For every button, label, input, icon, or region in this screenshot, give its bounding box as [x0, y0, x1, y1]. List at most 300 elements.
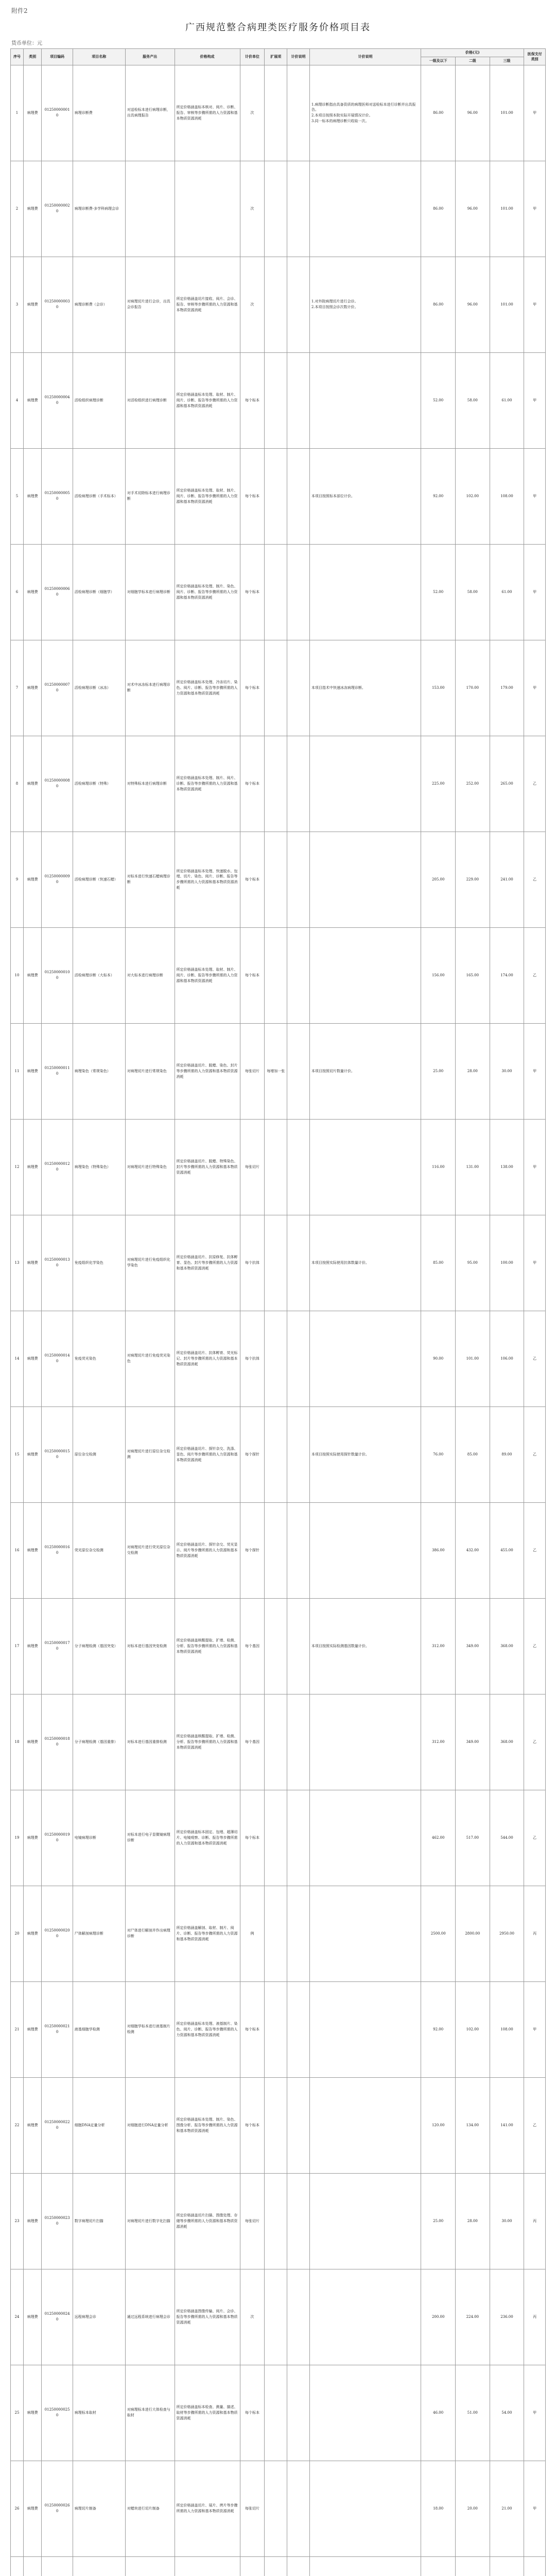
cell-content: 所定价格涵盖切片接收、阅片、会诊、报告、审核等步骤所需的人力资源和基本物质资源消耗: [175, 257, 240, 352]
cell-price-level3: 30.00: [490, 1023, 524, 1119]
cell-category: 病理费: [23, 448, 41, 544]
cell-unit: 每个标本: [240, 448, 265, 544]
cell-extension: [265, 2173, 287, 2269]
cell-billing: [287, 736, 310, 832]
cell-billing: [287, 2365, 310, 2461]
table-row: [11, 352, 546, 448]
cell-name: 病理切片制备: [73, 2461, 125, 2556]
cell-medical: 甲: [524, 640, 546, 736]
cell-name: 免疫组织化学染色: [73, 1215, 125, 1311]
cell-name: 病理诊断费: [73, 65, 125, 161]
cell-price-level2: 96.00: [456, 257, 490, 352]
cell-unit: 例: [240, 1886, 265, 1981]
cell-output: 通过远程系统进行病理会诊: [125, 2269, 175, 2365]
cell-explanation: [309, 832, 421, 927]
cell-medical: 甲: [524, 352, 546, 448]
cell-billing: [287, 2077, 310, 2173]
cell-billing: [287, 1502, 310, 1598]
cell-medical: 甲: [524, 2461, 546, 2556]
cell-name: 病理染色（特殊染色）: [73, 1119, 125, 1215]
table-row: [11, 448, 546, 544]
cell-billing: [287, 832, 310, 927]
cell-content: 所定价格涵盖标本处理、冷冻切片、染色、阅片、诊断、报告等步骤所需的人力资源和基本物质资源消耗: [175, 640, 240, 736]
cell-price-level2: 102.00: [456, 448, 490, 544]
cell-price-level1: 25.00: [421, 1023, 456, 1119]
cell-billing: [287, 161, 310, 257]
cell-medical: 乙: [524, 1502, 546, 1598]
table-row: [11, 832, 546, 927]
cell-explanation: 本项目按照实际检测基因数量计价。: [309, 1598, 421, 1694]
cell-content: 所定价格涵盖标本检查、测量、描述、取材等步骤所需的人力资源和基本物质资源消耗: [175, 2365, 240, 2461]
cell-output: 对术中冰冻标本进行病理诊断: [125, 640, 175, 736]
cell-price-level3: 61.00: [490, 544, 524, 640]
cell-code: 012500000030: [42, 257, 73, 352]
cell-code: 012500000050: [42, 448, 73, 544]
cell-price-level2: 28.00: [456, 2173, 490, 2269]
cell-price-level3: 455.00: [490, 1502, 524, 1598]
cell-extension: [265, 2077, 287, 2173]
cell-price-level2: 229.00: [456, 832, 490, 927]
cell-category: 病理费: [23, 2173, 41, 2269]
cell-billing: [287, 1598, 310, 1694]
cell-price-level1: 85.00: [421, 1215, 456, 1311]
cell-category: 病理费: [23, 1311, 41, 1406]
cell-category: 病理费: [23, 2077, 41, 2173]
cell-extension: [265, 832, 287, 927]
cell-name: 活检病理诊断（手术标本）: [73, 448, 125, 544]
cell-price-level3: 89.00: [490, 1406, 524, 1502]
cell-name: 病理诊断费-多学科病理会诊: [73, 161, 125, 257]
cell-explanation: [309, 1311, 421, 1406]
cell-price-level1: 312.00: [421, 1598, 456, 1694]
cell-extension: [265, 1694, 287, 1790]
cell-name: 原位杂交检测: [73, 1406, 125, 1502]
cell-seq: 20: [11, 1886, 24, 1981]
cell-explanation: [309, 544, 421, 640]
cell-price-level1: 312.00: [421, 1694, 456, 1790]
cell-seq: 24: [11, 2269, 24, 2365]
cell-explanation: 本项目按照切片数量计价。: [309, 1023, 421, 1119]
cell-price-level1: 46.00: [421, 2365, 456, 2461]
cell-explanation: [309, 2556, 421, 2576]
cell-name: 病理标本取材: [73, 2365, 125, 2461]
cell-content: 所定价格涵盖标本处理、取材、制片、阅片、诊断、报告等步骤所需的人力资源和基本物质资源消耗: [175, 448, 240, 544]
cell-output: 对细胞学标本进行液基制片检测: [125, 1981, 175, 2077]
cell-price-level3: 141.00: [490, 2077, 524, 2173]
table-row: [11, 1981, 546, 2077]
cell-name: 荧光原位杂交检测: [73, 1502, 125, 1598]
cell-extension: [265, 736, 287, 832]
cell-name: 病理诊断费（会诊）: [73, 257, 125, 352]
cell-unit: 每个标本: [240, 352, 265, 448]
cell-medical: 甲: [524, 1023, 546, 1119]
cell-explanation: 1.病理诊断指由具备资质的病理医师对送检标本进行诊断并出具报告。 2.本项目按照本院实际开展情况计价。 3.同一标本的病理诊断只收取一次。: [309, 65, 421, 161]
cell-explanation: [309, 1119, 421, 1215]
cell-category: 病理费: [23, 1023, 41, 1119]
cell-content: 所定价格涵盖切片、脱蜡、特殊染色、封片等步骤所需的人力资源和基本物质资源消耗: [175, 1119, 240, 1215]
cell-price-level1: 200.00: [421, 2269, 456, 2365]
cell-name: 电镜病理诊断: [73, 1790, 125, 1886]
cell-content: 所定价格涵盖核酸提取、扩增、检测、分析、报告等步骤所需的人力资源和基本物质资源消耗: [175, 1694, 240, 1790]
cell-unit: 次: [240, 257, 265, 352]
cell-unit: 每个标本: [240, 927, 265, 1023]
table-row: [11, 65, 546, 161]
cell-price-level3: 544.00: [490, 1790, 524, 1886]
cell-billing: [287, 1023, 310, 1119]
cell-category: 病理费: [23, 1406, 41, 1502]
cell-extension: [265, 2269, 287, 2365]
cell-price-level2: 58.00: [456, 352, 490, 448]
cell-explanation: [309, 1790, 421, 1886]
cell-seq: 9: [11, 832, 24, 927]
cell-price-level1: 225.00: [421, 736, 456, 832]
cell-code: 012500000210: [42, 1981, 73, 2077]
cell-price-level2: 58.00: [456, 544, 490, 640]
cell-price-level1: 76.00: [421, 1406, 456, 1502]
cell-content: 所定价格涵盖解剖、取材、制片、阅片、诊断、报告等步骤所需的人力资源和基本物质资源消耗: [175, 1886, 240, 1981]
cell-name: 活检病理诊断（大标本）: [73, 927, 125, 1023]
cell-seq: 4: [11, 352, 24, 448]
cell-seq: 16: [11, 1502, 24, 1598]
cell-code: 012500000230: [42, 2173, 73, 2269]
cell-output: 对标本进行基因突变检测: [125, 1598, 175, 1694]
cell-content: 所定价格涵盖标本固定、包埋、超薄切片、电镜观察、诊断、报告等步骤所需的人力资源和基本物质资源消耗: [175, 1790, 240, 1886]
cell-billing: [287, 640, 310, 736]
cell-seq: 1: [11, 65, 24, 161]
cell-price-level1: 116.00: [421, 1119, 456, 1215]
cell-seq: 18: [11, 1694, 24, 1790]
cell-content: 所定价格涵盖标本处理、制片、染色、图像分析、报告等步骤所需的人力资源和基本物质资源消耗: [175, 2077, 240, 2173]
cell-price-level3: 101.00: [490, 161, 524, 257]
cell-name: 细胞DNA定量分析: [73, 2077, 125, 2173]
cell-code: 012500000040: [42, 352, 73, 448]
cell-price-level1: 86.00: [421, 257, 456, 352]
header-output: 服务产出: [125, 49, 175, 65]
cell-category: 病理费: [23, 1502, 41, 1598]
cell-category: 病理费: [23, 2269, 41, 2365]
table-row: [11, 2365, 546, 2461]
cell-billing: [287, 1119, 310, 1215]
cell-output: 对病理切片进行常规染色: [125, 1023, 175, 1119]
table-row: [11, 2173, 546, 2269]
cell-price-level3: [490, 2556, 524, 2576]
table-row: [11, 1406, 546, 1502]
unit-note: 货币单位：元: [11, 41, 42, 46]
cell-medical: 甲: [524, 65, 546, 161]
cell-price-level1: 92.00: [421, 448, 456, 544]
cell-category: 病理费: [23, 640, 41, 736]
cell-category: 病理费: [23, 736, 41, 832]
document-title: 广西规范整合病理类医疗服务价格项目表: [185, 22, 371, 33]
cell-category: 病理费: [23, 544, 41, 640]
cell-price-level3: 368.00: [490, 1598, 524, 1694]
header-level3: 三级: [490, 57, 524, 65]
cell-category: 病理费: [23, 2461, 41, 2556]
cell-medical: 乙: [524, 1694, 546, 1790]
cell-price-level2: 101.00: [456, 1311, 490, 1406]
header-billing: 计价说明: [287, 49, 310, 65]
cell-category: 病理费: [23, 1790, 41, 1886]
cell-medical: 甲: [524, 1119, 546, 1215]
cell-medical: 甲: [524, 161, 546, 257]
cell-unit: 每张切片: [240, 1119, 265, 1215]
cell-output: 对标本进行快速石蜡病理诊断: [125, 832, 175, 927]
cell-output: 对特殊标本进行病理诊断: [125, 736, 175, 832]
cell-category: 病理费: [23, 927, 41, 1023]
cell-medical: 乙: [524, 1406, 546, 1502]
cell-seq: 8: [11, 736, 24, 832]
cell-unit: 每张切片: [240, 1023, 265, 1119]
cell-unit: 每个标本: [240, 640, 265, 736]
cell-explanation: [309, 161, 421, 257]
cell-seq: 17: [11, 1598, 24, 1694]
cell-category: 病理费: [23, 257, 41, 352]
cell-code: 012500000070: [42, 640, 73, 736]
cell-medical: 乙: [524, 736, 546, 832]
cell-explanation: [309, 1981, 421, 2077]
cell-seq: 25: [11, 2365, 24, 2461]
cell-billing: [287, 352, 310, 448]
cell-output: 对大标本进行病理诊断: [125, 927, 175, 1023]
cell-explanation: 本项目按照实际使用抗体数量计价。: [309, 1215, 421, 1311]
cell-output: 对病理切片进行免疫荧光染色: [125, 1311, 175, 1406]
cell-seq: 14: [11, 1311, 24, 1406]
cell-content: 所定价格涵盖核酸提取、扩增、检测、分析、报告等步骤所需的人力资源和基本物质资源消耗: [175, 1598, 240, 1694]
cell-price-level1: 156.00: [421, 927, 456, 1023]
cell-code: 012500000240: [42, 2269, 73, 2365]
cell-output: 对病理切片进行荧光原位杂交检测: [125, 1502, 175, 1598]
table-row: [11, 1790, 546, 1886]
cell-price-level2: 131.00: [456, 1119, 490, 1215]
cell-medical: 乙: [524, 832, 546, 927]
cell-name: 分子病理检测（基因重排）: [73, 1694, 125, 1790]
table-row: [11, 1502, 546, 1598]
cell-output: 对病理标本进行大体检查与取材: [125, 2365, 175, 2461]
cell-medical: 乙: [524, 1311, 546, 1406]
cell-code: 012500000120: [42, 1119, 73, 1215]
cell-price-level2: 85.00: [456, 1406, 490, 1502]
cell-price-level3: 106.00: [490, 1311, 524, 1406]
cell-price-level1: 52.00: [421, 352, 456, 448]
cell-explanation: [309, 736, 421, 832]
table-row: [11, 1215, 546, 1311]
cell-extension: [265, 1502, 287, 1598]
cell-price-level1: 153.00: [421, 640, 456, 736]
cell-content: 所定价格涵盖切片、脱蜡、染色、封片等步骤所需的人力资源和基本物质资源消耗: [175, 1023, 240, 1119]
cell-output: 对送检标本进行病理诊断，出具病理报告: [125, 65, 175, 161]
cell-extension: [265, 640, 287, 736]
header-name: 项目名称: [73, 49, 125, 65]
table-body: [11, 65, 546, 2576]
cell-output: 对细胞学标本进行病理诊断: [125, 544, 175, 640]
cell-billing: [287, 544, 310, 640]
cell-unit: 每个标本: [240, 2077, 265, 2173]
cell-medical: 甲: [524, 544, 546, 640]
cell-price-level3: 138.00: [490, 1119, 524, 1215]
cell-seq: 23: [11, 2173, 24, 2269]
cell-code: 012500000130: [42, 1215, 73, 1311]
cell-unit: 每个探针: [240, 1502, 265, 1598]
cell-price-level1: 86.00: [421, 161, 456, 257]
cell-name: 远程病理会诊: [73, 2269, 125, 2365]
cell-extension: [265, 257, 287, 352]
cell-price-level2: 252.00: [456, 736, 490, 832]
cell-seq: 2: [11, 161, 24, 257]
header-content: 价格构成: [175, 49, 240, 65]
cell-price-level1: 92.00: [421, 1981, 456, 2077]
cell-explanation: 本项目按照实际使用探针数量计价。: [309, 1406, 421, 1502]
cell-content: 所定价格涵盖标本处理、取材、制片、阅片、诊断、报告等步骤所需的人力资源和基本物质资源消耗: [175, 352, 240, 448]
cell-billing: [287, 1311, 310, 1406]
cell-extension: [265, 1119, 287, 1215]
table-row: [11, 544, 546, 640]
cell-content: 所定价格涵盖切片、展片、烤片等步骤所需的人力资源和基本物质资源消耗: [175, 2461, 240, 2556]
cell-output: 对手术切除标本进行病理诊断: [125, 448, 175, 544]
cell-extension: [265, 2461, 287, 2556]
cell-price-level3: 101.00: [490, 257, 524, 352]
cell-price-level2: 349.00: [456, 1598, 490, 1694]
cell-seq: 22: [11, 2077, 24, 2173]
cell-code: 012500000080: [42, 736, 73, 832]
cell-price-level3: 241.00: [490, 832, 524, 927]
cell-code: 012500000010: [42, 65, 73, 161]
cell-name: 免疫荧光染色: [73, 1311, 125, 1406]
cell-code: 012500000140: [42, 1311, 73, 1406]
cell-billing: [287, 448, 310, 544]
cell-code: 012500000170: [42, 1598, 73, 1694]
cell-price-level3: 100.00: [490, 1215, 524, 1311]
cell-price-level3: 236.00: [490, 2269, 524, 2365]
cell-code: 012500000110: [42, 1023, 73, 1119]
cell-price-level2: 165.00: [456, 927, 490, 1023]
header-code: 项目编码: [42, 49, 73, 65]
cell-seq: 6: [11, 544, 24, 640]
cell-explanation: [309, 2365, 421, 2461]
cell-category: 病理费: [23, 1886, 41, 1981]
cell-medical: 丙: [524, 2173, 546, 2269]
cell-medical: 甲: [524, 1215, 546, 1311]
cell-extension: [265, 1215, 287, 1311]
cell-extension: [265, 2556, 287, 2576]
header-level2: 二级: [456, 57, 490, 65]
cell-medical: 甲: [524, 1981, 546, 2077]
cell-code: [42, 2556, 73, 2576]
cell-price-level3: 61.00: [490, 352, 524, 448]
cell-unit: [240, 2556, 265, 2576]
cell-name: 活检病理诊断（冰冻）: [73, 640, 125, 736]
cell-price-level3: 21.00: [490, 2461, 524, 2556]
cell-explanation: [309, 2461, 421, 2556]
cell-price-level2: 517.00: [456, 1790, 490, 1886]
cell-unit: 每个标本: [240, 736, 265, 832]
cell-price-level2: 349.00: [456, 1694, 490, 1790]
table-row: [11, 161, 546, 257]
cell-category: 病理费: [23, 352, 41, 448]
cell-name: 液基细胞学检测: [73, 1981, 125, 2077]
table-row: [11, 1598, 546, 1694]
cell-price-level2: 2800.00: [456, 1886, 490, 1981]
cell-content: 所定价格涵盖切片、探针杂交、洗涤、显色、阅片等步骤所需的人力资源和基本物质资源消耗: [175, 1406, 240, 1502]
cell-billing: [287, 65, 310, 161]
cell-extension: [265, 1981, 287, 2077]
cell-extension: 每增加一张: [265, 1023, 287, 1119]
table-row: [11, 2269, 546, 2365]
cell-billing: [287, 2461, 310, 2556]
cell-unit: 每个基因: [240, 1598, 265, 1694]
table-row: [11, 2077, 546, 2173]
cell-unit: 每张切片: [240, 2461, 265, 2556]
cell-extension: [265, 161, 287, 257]
cell-unit: 每个标本: [240, 832, 265, 927]
table-header: [11, 49, 546, 65]
cell-extension: [265, 352, 287, 448]
cell-billing: [287, 1981, 310, 2077]
cell-code: 012500000100: [42, 927, 73, 1023]
cell-category: 病理费: [23, 2365, 41, 2461]
cell-medical: 乙: [524, 2077, 546, 2173]
cell-price-level3: 368.00: [490, 1694, 524, 1790]
cell-content: [175, 161, 240, 257]
cell-explanation: [309, 1502, 421, 1598]
cell-unit: 次: [240, 65, 265, 161]
cell-price-level2: 96.00: [456, 65, 490, 161]
cell-billing: [287, 1886, 310, 1981]
table-row: [11, 1023, 546, 1119]
cell-medical: 甲: [524, 448, 546, 544]
cell-category: 病理费: [23, 1694, 41, 1790]
cell-price-level1: 86.00: [421, 65, 456, 161]
cell-code: 012500000250: [42, 2365, 73, 2461]
table-row: [11, 736, 546, 832]
cell-price-level2: 432.00: [456, 1502, 490, 1598]
cell-content: 所定价格涵盖标本处理、液基制片、染色、阅片、诊断、报告等步骤所需的人力资源和基本物质资源消耗: [175, 1981, 240, 2077]
cell-price-level1: 205.00: [421, 832, 456, 927]
cell-category: 病理费: [23, 832, 41, 927]
cell-price-level1: 18.00: [421, 2461, 456, 2556]
cell-medical: 丙: [524, 1886, 546, 1981]
cell-extension: [265, 448, 287, 544]
cell-unit: 每个标本: [240, 1981, 265, 2077]
cell-name: 病理染色（常规染色）: [73, 1023, 125, 1119]
cell-explanation: [309, 2077, 421, 2173]
cell-output: 对病理切片进行原位杂交检测: [125, 1406, 175, 1502]
cell-price-level2: 51.00: [456, 2365, 490, 2461]
cell-price-level2: 224.00: [456, 2269, 490, 2365]
cell-extension: [265, 2365, 287, 2461]
cell-category: 病理费: [23, 65, 41, 161]
cell-content: 所定价格涵盖标本核对、阅片、诊断、报告、审核等步骤所需的人力资源和基本物质资源消耗: [175, 65, 240, 161]
cell-name: 尸体解剖病理诊断: [73, 1886, 125, 1981]
cell-seq: 12: [11, 1119, 24, 1215]
cell-seq: 10: [11, 927, 24, 1023]
cell-medical: 甲: [524, 257, 546, 352]
cell-name: 活检病理诊断（快速石蜡）: [73, 832, 125, 927]
cell-price-level1: 90.00: [421, 1311, 456, 1406]
cell-price-level1: 25.00: [421, 2173, 456, 2269]
cell-billing: [287, 927, 310, 1023]
table-row: [11, 2556, 546, 2576]
header-seq: 序号: [11, 49, 24, 65]
cell-price-level1: [421, 2556, 456, 2576]
cell-explanation: [309, 352, 421, 448]
cell-name: 活检病理诊断（细胞学）: [73, 544, 125, 640]
cell-billing: [287, 257, 310, 352]
cell-content: 所定价格涵盖切片、探针杂交、荧光显示、阅片等步骤所需的人力资源和基本物质资源消耗: [175, 1502, 240, 1598]
header-medical: 医保支付类别: [524, 49, 546, 65]
cell-medical: 甲: [524, 2365, 546, 2461]
cell-content: 所定价格涵盖标本处理、制片、阅片、诊断、报告等步骤所需的人力资源和基本物质资源消耗: [175, 736, 240, 832]
cell-explanation: [309, 927, 421, 1023]
